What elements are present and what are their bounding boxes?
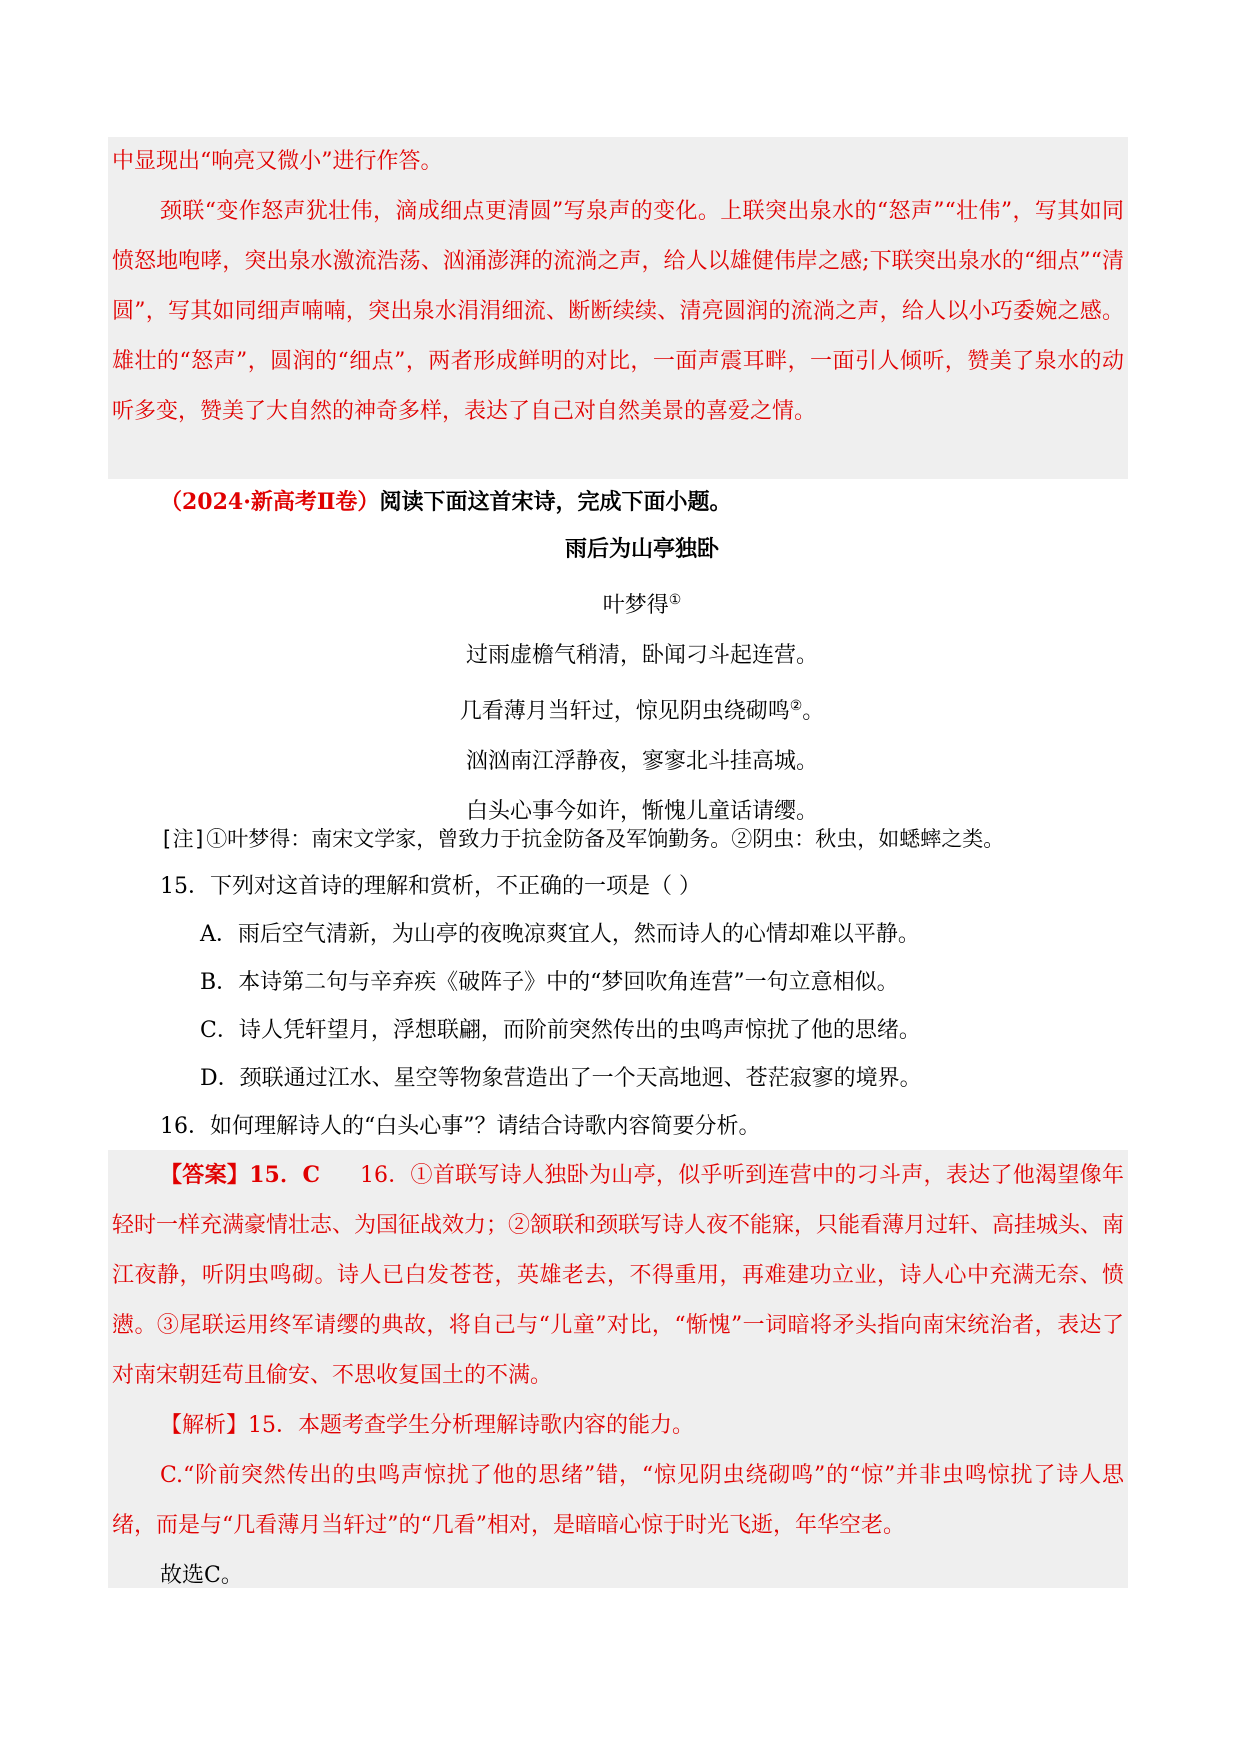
option-c: C．诗人凭轩望月，浮想联翩，而阶前突然传出的虫鸣声惊扰了他的思绪。 [200,1018,921,1043]
option-a: A．雨后空气清新，为山亭的夜晚凉爽宜人，然而诗人的心情却难以平静。 [200,922,920,947]
poem-line-2: 几看薄月当轩过，惊见阴虫绕砌鸣②。 [459,698,825,724]
analysis-conclusion: 故选C。 [160,1563,243,1588]
analysis-paragraph: C.“阶前突然传出的虫鸣声惊扰了他的思绪”错，“惊见阴虫绕砌鸣”的“惊”并非虫鸣惊扰了诗人思绪，而是与“几看薄月当轩过”的“几看”相对，是暗暗心惊于时光飞逝，年华空老。 [112,1463,1124,1538]
option-b: B．本诗第二句与辛弃疾《破阵子》中的“梦回吹角连营”一句立意相似。 [200,970,899,995]
question-intro: 阅读下面这首宋诗，完成下面小题。 [379,489,732,515]
question-16: 16．如何理解诗人的“白头心事”？请结合诗歌内容简要分析。 [160,1114,761,1139]
poem-line-1: 过雨虚檐气稍清，卧闻刁斗起连营。 [465,643,818,668]
poem-author [112,575,1124,631]
question-header [108,477,1128,527]
top-analysis-block [108,137,1128,479]
top-analysis-line1: 中显现出“响亮又微小”进行作答。 [112,149,443,174]
answer-text: 【答案】15．C 16．①首联写诗人独卧为山亭，似乎听到连营中的刁斗声，表达了他渴望像年轻时一样充满豪情壮志、为国征战效力；②颔联和颈联写诗人夜不能寐，只能看薄月过轩、高挂城头、南江夜静，听阴虫鸣砌。诗人已白发苍苍，英雄老去，不得重用，再难建功立业，诗人心中充满无奈、愤懑。③尾联运用终军请缨的典故，将自己与“儿童”对比，“惭愧”一词暗将矛头指向南宋统治者，表达了对南宋朝廷苟且偷安、不思收复国土的不满。 [112,1162,1125,1388]
question-source: （2024·新高考Ⅱ卷） [160,489,380,515]
line2-note-mark: ② [789,698,803,714]
poem-line-3: 汹汹南江浮静夜，寥寥北斗挂高城。 [465,749,818,774]
option-d: D．颈联通过江水、星空等物象营造出了一个天高地迥、苍茫寂寥的境界。 [200,1066,922,1091]
poem-title: 雨后为山亭独卧 [564,537,719,562]
author-name: 叶梦得 [602,593,669,618]
answer-label: 【答案】15．C [160,1162,320,1188]
answer-block [108,1150,1128,1588]
analysis-line1: 【解析】15．本题考查学生分析理解诗歌内容的能力。 [160,1413,694,1438]
poem-note: [注]①叶梦得：南宋文学家，曾致力于抗金防备及军饷勤务。②阴虫：秋虫，如蟋蟀之类。 [160,827,1005,851]
top-analysis-paragraph: 颈联“变作怒声犹壮伟，滴成细点更清圆”写泉声的变化。上联突出泉水的“怒声”“壮伟”，写其如同愤怒地咆哮，突出泉水激流浩荡、汹涌澎湃的流淌之声，给人以雄健伟岸之感;下联突出泉水的“细点”“清圆”，写其如同细声喃喃，突出泉水涓涓细流、断断续续、清亮圆润的流淌之声，给人以小巧委婉之感。雄壮的“怒声”，圆润的“细点”，两者形成鲜明的对比，一面声震耳畔，一面引人倾听，赞美了泉水的动听多变，赞美了大自然的神奇多样，表达了自己对自然美景的喜爱之情。 [112,199,1124,424]
author-note-mark: ① [668,592,682,608]
question-15: 15．下列对这首诗的理解和赏析，不正确的一项是（ ） [160,874,701,899]
poem-line-4: 白头心事今如许，惭愧儿童话请缨。 [465,799,818,824]
poem [108,525,1128,837]
